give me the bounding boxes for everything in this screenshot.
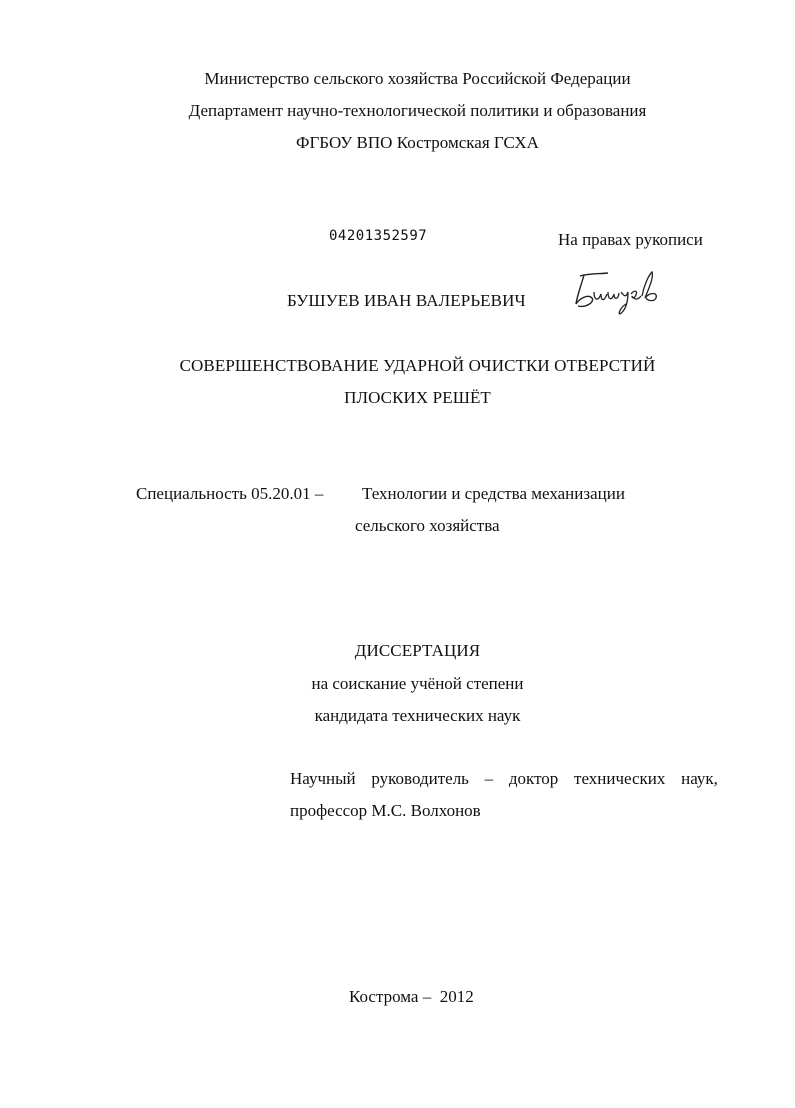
supervisor-word: доктор <box>508 769 559 788</box>
supervisor-word: технических <box>574 769 666 788</box>
supervisor-word: руководитель <box>371 769 469 788</box>
institution-line: ФГБОУ ВПО Костромская ГСХА <box>296 133 539 152</box>
city-year: Кострома – 2012 <box>349 987 474 1006</box>
specialty-label: Специальность 05.20.01 – <box>136 484 324 503</box>
supervisor-word: – <box>484 769 494 788</box>
manuscript-note: На правах рукописи <box>558 230 703 249</box>
dissertation-heading: ДИССЕРТАЦИЯ <box>354 641 481 660</box>
archive-number: 04201352597 <box>329 228 428 244</box>
signature-graphic <box>568 268 668 316</box>
degree-line-2: кандидата технических наук <box>314 706 521 725</box>
title-line-2: ПЛОСКИХ РЕШЁТ <box>344 388 491 407</box>
specialty-name-line-1: Технологии и средства механизации <box>362 484 625 503</box>
author-signature <box>568 268 668 316</box>
title-line-1: СОВЕРШЕНСТВОВАНИЕ УДАРНОЙ ОЧИСТКИ ОТВЕРСТИЙ <box>179 356 656 375</box>
ministry-line: Министерство сельского хозяйства Российской Федерации <box>204 69 631 88</box>
supervisor-line-1 <box>290 770 718 787</box>
department-line: Департамент научно-технологической политики и образования <box>188 101 647 120</box>
supervisor-word: Научный <box>290 769 356 788</box>
specialty-name-line-2: сельского хозяйства <box>355 516 500 535</box>
degree-line-1: на соискание учёной степени <box>311 674 524 693</box>
author-name: БУШУЕВ ИВАН ВАЛЕРЬЕВИЧ <box>287 291 526 310</box>
supervisor-word: наук, <box>681 769 718 788</box>
supervisor-line-2: профессор М.С. Волхонов <box>290 801 481 820</box>
